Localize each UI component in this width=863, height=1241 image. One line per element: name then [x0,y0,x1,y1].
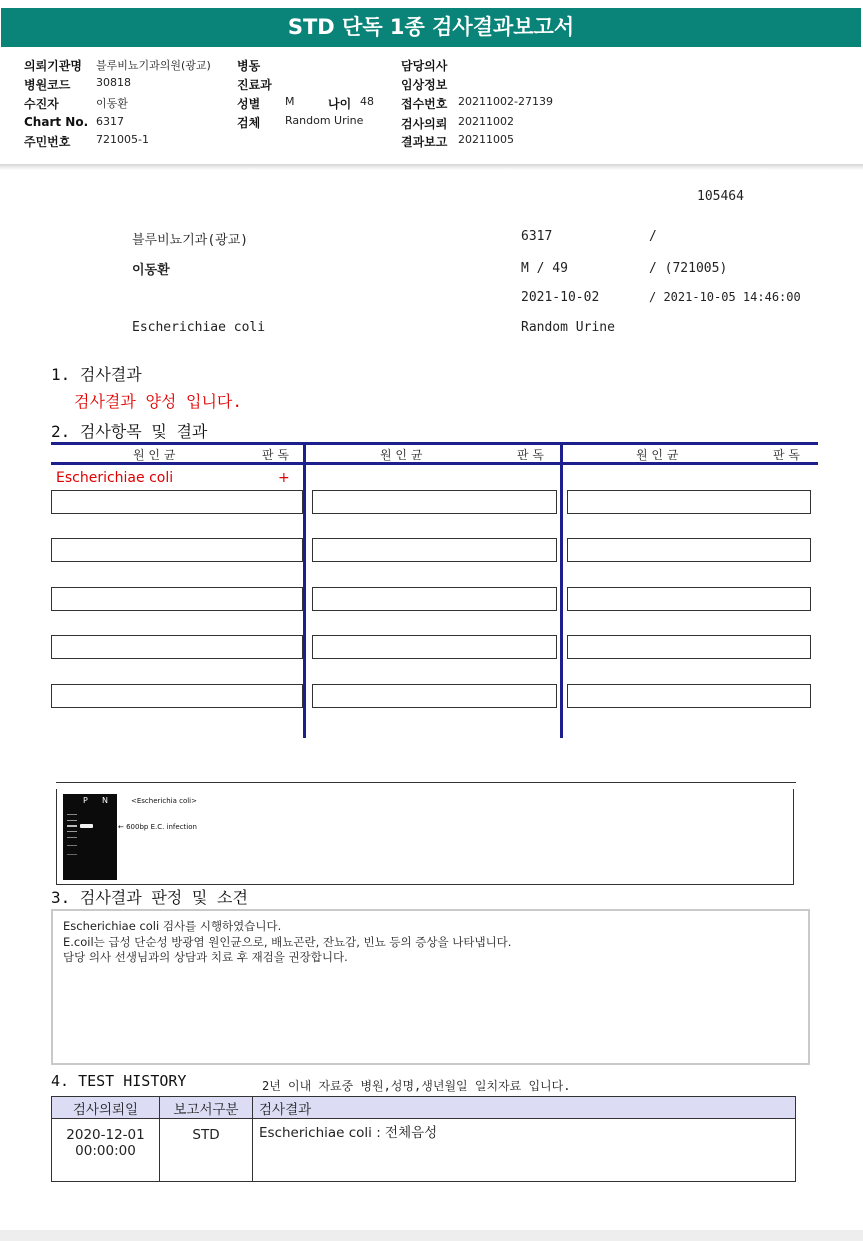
opinion-line-1: Escherichiae coli 검사를 시행하였습니다. [63,919,282,933]
summary-organism: Escherichiae coli [132,320,266,335]
result-empty-cell [567,587,811,611]
gel-lane-p: P [83,796,88,805]
result-pathogen-1: Escherichiae coli [56,470,174,486]
age-label: 나이 [328,97,352,111]
page-bottom-band [0,1230,863,1241]
patient-info-panel [0,47,863,165]
table-row [52,1119,796,1182]
doctor-label: 담당의사 [401,59,448,73]
hospital-code-label: 병원코드 [24,78,71,92]
receipt-label: 접수번호 [401,97,448,111]
section-3-title: 3. 검사결과 판정 및 소견 [51,888,248,907]
result-empty-cell [312,538,557,562]
grid-top-rule [51,442,818,445]
summary-slash: / [649,229,657,244]
document-number: 105464 [697,189,744,204]
rrn-value: 721005-1 [96,133,149,146]
ladder-band [67,837,77,838]
chart-value: 6317 [96,115,124,128]
summary-sex-age: M / 49 [521,261,568,276]
result-empty-cell [312,490,557,514]
clinical-label: 임상정보 [401,78,448,92]
institution-label: 의뢰기관명 [24,59,82,73]
specimen-value: Random Urine [285,114,364,127]
result-empty-cell [567,490,811,514]
opinion-box [51,909,810,1065]
hospital-code-value: 30818 [96,76,131,89]
result-empty-cell [567,684,811,708]
result-empty-cell [51,635,303,659]
ladder-band [67,831,77,832]
history-date-cell [52,1119,160,1182]
summary-clinic: 블루비뇨기과(광교) [132,233,249,248]
specimen-label: 검체 [237,116,261,130]
history-type: STD [160,1119,253,1182]
gel-top-rule [56,782,796,783]
institution-value: 블루비뇨기과의원(광교) [96,59,211,72]
header-pathogen-3: 원 인 균 [636,448,679,462]
history-header-result: 검사결과 [253,1097,796,1119]
history-date: 2020-12-01 [66,1127,145,1143]
gel-electrophoresis-image [63,794,117,880]
sex-label: 성별 [237,97,261,111]
ladder-band [67,854,77,855]
header-judgement-3: 판 독 [773,448,800,462]
age-value: 48 [360,95,374,108]
opinion-line-3: 담당 의사 선생님과의 상담과 치료 후 재검을 권장합니다. [63,950,348,964]
gel-lane-n: N [102,796,108,805]
ladder-band [67,825,77,827]
result-empty-cell [51,587,303,611]
result-empty-cell [51,490,303,514]
result-empty-cell [567,635,811,659]
result-empty-cell [312,635,557,659]
patient-label: 수진자 [24,97,59,111]
dept-label: 진료과 [237,78,272,92]
header-judgement-2: 판 독 [517,448,544,462]
history-table [51,1096,796,1182]
summary-report-datetime: / 2021-10-05 14:46:00 [649,290,801,304]
history-header-type: 보고서구분 [160,1097,253,1119]
summary-specimen: Random Urine [521,320,615,335]
section-4-title: 4. TEST HISTORY [51,1072,187,1090]
section-1-title: 1. 검사결과 [51,365,142,384]
result-empty-cell [312,684,557,708]
result-empty-cell [312,587,557,611]
ladder-band [67,845,77,846]
summary-patient: 이동환 [132,263,170,278]
rrn-label: 주민번호 [24,135,71,149]
ladder-band [67,820,77,821]
history-header-date: 검사의뢰일 [52,1097,160,1119]
history-time: 00:00:00 [75,1143,136,1159]
receipt-value: 20211002-27139 [458,95,553,108]
history-header-row [52,1097,796,1119]
patient-value: 이동환 [96,97,128,110]
sex-value: M [285,95,295,108]
history-result: Escherichiae coli : 전체음성 [253,1119,796,1182]
report-title: STD 단독 1종 검사결과보고서 [1,8,861,47]
grid-divider-1 [303,442,306,738]
result-empty-cell [51,538,303,562]
request-value: 20211002 [458,115,514,128]
positive-result-message: 검사결과 양성 입니다. [74,392,243,411]
request-label: 검사의뢰 [401,117,448,131]
header-pathogen-1: 원 인 균 [133,448,176,462]
result-judgement-1: + [278,470,290,486]
gel-band-label: ← 600bp E.C. infection [118,823,197,831]
ladder-band [67,814,77,815]
grid-divider-2 [560,442,563,738]
header-pathogen-2: 원 인 균 [380,448,423,462]
header-judgement-1: 판 독 [262,448,289,462]
summary-request-date: 2021-10-02 [521,290,600,305]
result-empty-cell [567,538,811,562]
opinion-line-2: E.coil는 급성 단순성 방광염 원인균으로, 배뇨곤란, 잔뇨감, 빈뇨 등의 증상을 나타냅니다. [63,935,512,949]
history-note: 2년 이내 자료중 병원,성명,생년월일 일치자료 입니다. [262,1079,571,1093]
header-divider [0,164,863,170]
result-empty-cell [51,684,303,708]
ward-label: 병동 [237,59,261,73]
gel-caption: <Escherichia coli> [131,797,197,805]
report-label: 결과보고 [401,135,448,149]
summary-chart: 6317 [521,229,553,244]
positive-band [80,824,93,828]
section-2-title: 2. 검사항목 및 결과 [51,422,208,441]
summary-birth: / (721005) [649,261,728,276]
chart-label: Chart No. [24,115,89,129]
report-value: 20211005 [458,133,514,146]
